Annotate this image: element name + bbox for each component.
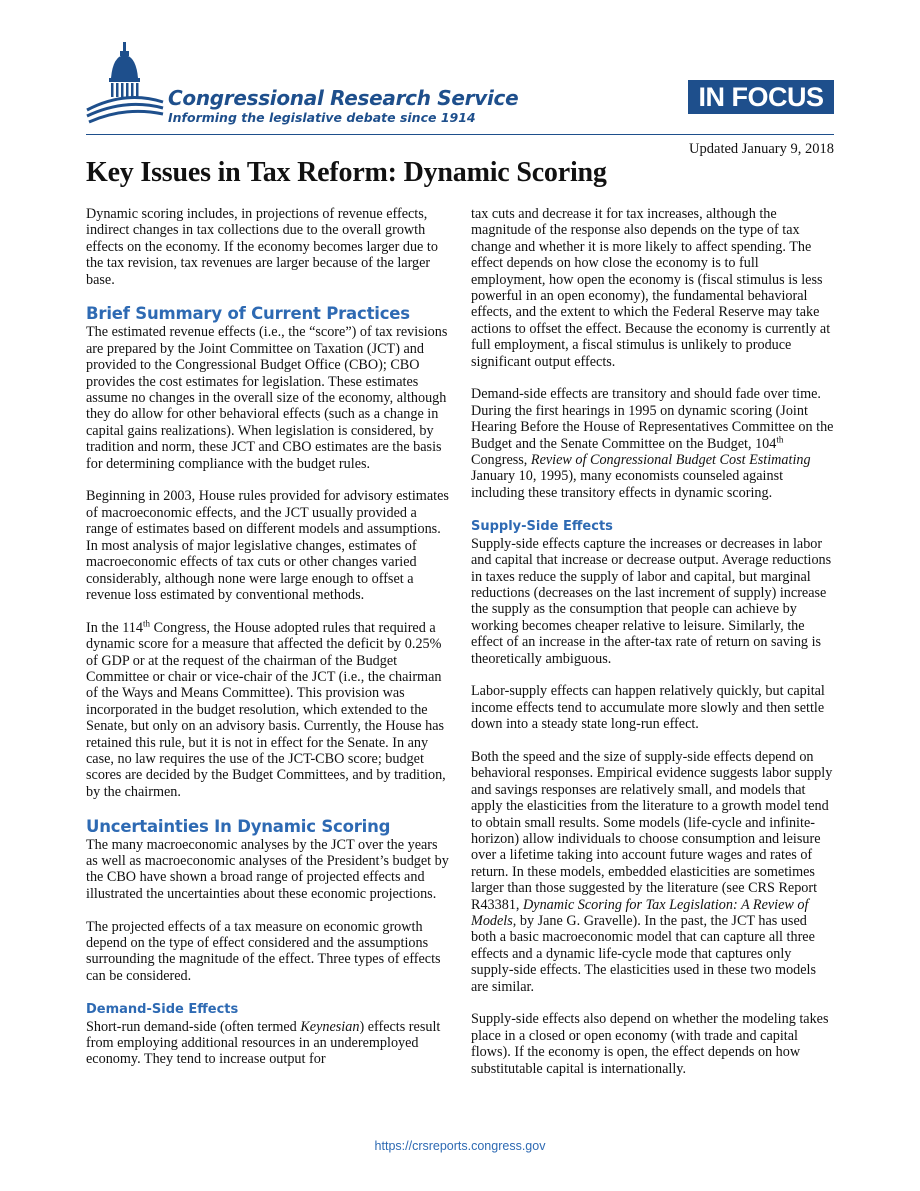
subheading-supply-side: Supply-Side Effects (471, 518, 613, 534)
updated-date: Updated January 9, 2018 (689, 141, 834, 157)
demand-paragraph-1-continued: tax cuts and decrease it for tax increases, although the magnitude of the response also depends on the type of tax change and whether it is more likely to affect spending. The effect depends on how close the economy is to full employment, how open the economy is (fiscal stimulus is less powerful in an open economy), the fundamental behavioral effects, and the extent to which the Federal Reserve may take actions to offset the effect. Because the economy is currently at full employment, a fiscal stimulus is unlikely to produce significant output effects. (471, 206, 831, 370)
supply-paragraph-4: Supply-side effects also depend on whether the modeling takes place in a closed or open economy (with trade and capital flows). If the economy is open, the effect depends on how substitutable capital is internationally. (471, 1011, 829, 1077)
summary-paragraph-1: The estimated revenue effects (i.e., the “score”) of tax revisions are prepared by the Joint Committee on Taxation (JCT) and provided to the Congressional Budget Office (CBO); CBO provides the cost estimates for legislation. These estimates assume no changes in the overall size of the economy, although they do allow for other behavioral effects (such as a change in capital gains realizations). When legislation is considered, by tradition and norm, these JCT and CBO estimates are the basis for determining compliance with the budget rules. (86, 324, 448, 472)
org-name: Congressional Research Service (168, 86, 519, 110)
uncertainties-paragraph-1: The many macroeconomic analyses by the JCT over the years as well as macroeconomic analyses of the President’s budget by the CBO have shown a broad range of projected effects and illustrated the uncertainties about these economic projections. (86, 836, 449, 902)
capitol-dome-icon (85, 40, 165, 128)
section-heading-uncertainties: Uncertainties In Dynamic Scoring (86, 816, 391, 836)
subheading-demand-side: Demand-Side Effects (86, 1001, 239, 1017)
supply-paragraph-3: Both the speed and the size of supply-side effects depend on behavioral responses. Empirical evidence suggests labor supply and savings responses are relatively small, and models that apply the elasticities from the literature to a growth model tend to obtain small results. Some models (life-cycle and infinite-horizon) allow individuals to choose consumption and leisure over a lifetime taking into account future wages and rates of return. In these models, embedded elasticities are sometimes larger than those suggested by the literature (see CRS Report R43381, Dynamic Scoring for Tax Legislation: A Review of Models, by Jane G. Gravelle). In the past, the JCT has used both a basic macroeconomic model that can capture all three effects and a dynamic life-cycle mode that captures only supply-side effects. The elasticities used in these two models are similar. (471, 748, 833, 995)
in-focus-badge: IN FOCUS (688, 80, 834, 114)
summary-paragraph-2: Beginning in 2003, House rules provided for advisory estimates of macroeconomic effects, and the JCT usually provided a range of estimates based on different models and assumptions. In most analysis of major legislative changes, estimates of macroeconomic effects of tax cuts or other changes varied considerably, although none were large enough to offset a revenue loss estimated by conventional methods. (86, 488, 449, 603)
section-heading-summary: Brief Summary of Current Practices (86, 304, 410, 324)
intro-paragraph: Dynamic scoring includes, in projections of revenue effects, indirect changes in tax collections due to the overall growth effects on the economy. If the economy becomes larger due to the tax revision, tax revenues are larger because of the larger base. (86, 206, 438, 288)
left-column (86, 206, 450, 1068)
demand-paragraph-1: Short-run demand-side (often termed Keynesian) effects result from employing additional resources in an underemployed economy. They tend to increase output for (86, 1018, 441, 1068)
uncertainties-paragraph-2: The projected effects of a tax measure on economic growth depend on the type of effect considered and the assumptions surrounding the magnitude of the effect. Three types of effects can be considered. (86, 918, 441, 984)
right-column (471, 206, 835, 1077)
footer-link[interactable]: https://crsreports.congress.gov (374, 1139, 546, 1153)
header-divider (86, 134, 834, 135)
supply-paragraph-2: Labor-supply effects can happen relatively quickly, but capital income effects tend to accumulate more slowly and then settle down into a steady state long-run effect. (471, 683, 825, 733)
org-tagline: Informing the legislative debate since 1914 (168, 110, 476, 125)
summary-paragraph-3: In the 114th Congress, the House adopted rules that required a dynamic score for a measure that affected the deficit by 0.25% of GDP or at the request of the chairman of the Budget Committee or chair or vice-chair of the JCT (i.e., the chairman of the Ways and Means Committee). This provision was incorporated in the budget resolution, which extended to the Senate, but only on an advisory basis. Currently, the House has retained this rule, but it is not in effect for the Senate. In any case, no law requires the use of the JCT-CBO score; budget scores are decided by the Budget Committees, and by tradition, by the chairmen. (86, 617, 446, 800)
demand-paragraph-2: Demand-side effects are transitory and should fade over time. During the first hearings in 1995 on dynamic scoring (Joint Hearing Before the House of Representatives Committee on the Budget and the Senate Committee on the Budget, 104th Congress, Review of Congressional Budget Cost Estimating January 10, 1995), many economists counseled against including these transitory effects in dynamic scoring. (471, 386, 834, 501)
page-title: Key Issues in Tax Reform: Dynamic Scoring (86, 157, 607, 188)
supply-paragraph-1: Supply-side effects capture the increases or decreases in labor and capital that increase or decrease output. Average reductions in taxes reduce the supply of labor and capital, but marginal reductions (decreases on the last increment of supply) increase the supply as the consumption that people can achieve by working becomes cheaper relative to leisure. Similarly, the effect of an increase in the after-tax rate of return on saving is theoretically ambiguous. (471, 535, 832, 667)
